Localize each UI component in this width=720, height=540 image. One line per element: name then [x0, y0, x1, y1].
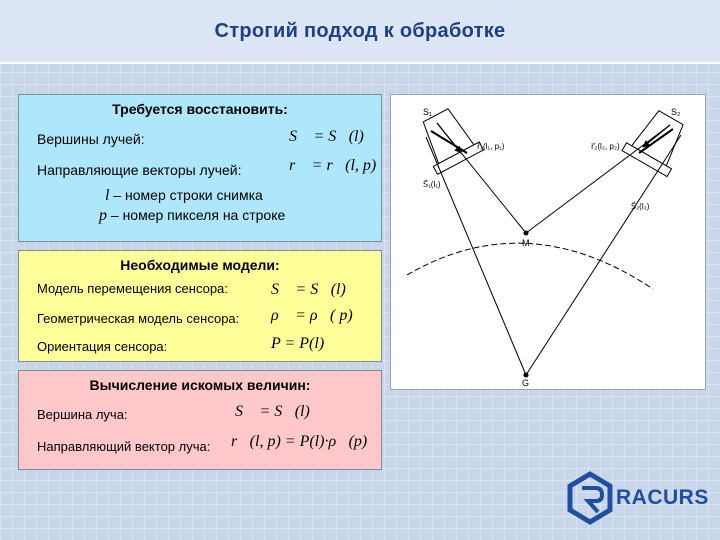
- point-m: [524, 231, 529, 236]
- racurs-logo: [566, 470, 709, 526]
- racurs-logo-icon: [566, 470, 614, 526]
- slide-title: Строгий подход к обработке: [214, 20, 506, 42]
- label-g: G: [522, 378, 530, 388]
- label-m: M: [522, 238, 530, 248]
- note-p-text: – номер пикселя на строке: [107, 207, 286, 223]
- racurs-logo-text: RACURS: [616, 486, 709, 509]
- ray-direction-label: Направляющий вектор луча:: [37, 439, 211, 454]
- label-r2: r⃗₂(l₂, p₂): [591, 142, 620, 151]
- ray-s1-g: [426, 137, 526, 375]
- panel-restore: [18, 94, 382, 242]
- panel-compute: [18, 370, 382, 470]
- label-s1: S₁: [423, 107, 433, 117]
- title-bar: [0, 0, 720, 64]
- ray-directions-label: Направляющие векторы лучей:: [37, 162, 242, 178]
- ray-s2-g: [526, 135, 681, 375]
- note-l-text: – номер строки снимка: [109, 187, 263, 203]
- label-s2: S₂: [671, 107, 681, 117]
- note-p: [99, 207, 285, 225]
- note-l: [105, 187, 263, 205]
- geometric-model-formula: ρ⃗ = ρ⃗( p): [271, 307, 353, 324]
- ray-vertex-label: Вершина луча:: [37, 407, 128, 422]
- sensor-orientation-formula: P = P(l): [271, 335, 325, 352]
- geometric-model-label: Геометрическая модель сенсора:: [37, 311, 240, 326]
- label-s2-l2: S⃗₂(l₂): [631, 202, 650, 211]
- movement-model-formula: S⃗ = S⃗(l): [271, 281, 346, 298]
- label-r1: r⃗₁(l₁, p₁): [477, 142, 505, 151]
- label-s1-l1: S⃗₁(l₁): [423, 180, 441, 189]
- ray-vertices-formula: S⃗ = S⃗(l): [289, 128, 364, 145]
- ray-geometry-svg: [391, 95, 705, 389]
- note-l-symbol: l: [105, 187, 110, 204]
- ray-vertices-label: Вершины лучей:: [37, 131, 145, 147]
- panel-models: [18, 250, 382, 362]
- movement-model-label: Модель перемещения сенсора:: [37, 281, 228, 296]
- panel-restore-heading: Требуется восстановить:: [112, 101, 288, 117]
- point-g: [524, 373, 529, 378]
- panel-compute-heading: Вычисление искомых величин:: [89, 377, 311, 393]
- ray-geometry-diagram: [390, 94, 706, 390]
- ray-directions-formula: r⃗ = r⃗(l, p): [289, 157, 377, 174]
- ray-direction-formula: r⃗(l, p) = P(l)·ρ⃗(p): [231, 433, 368, 450]
- ray-vertex-formula: S⃗ = S⃗(l): [235, 403, 310, 420]
- panel-models-heading: Необходимые модели:: [120, 257, 280, 273]
- sensor-orientation-label: Ориентация сенсора:: [37, 339, 168, 354]
- note-p-symbol: p: [99, 207, 107, 224]
- ground-surface-curve: [407, 243, 653, 289]
